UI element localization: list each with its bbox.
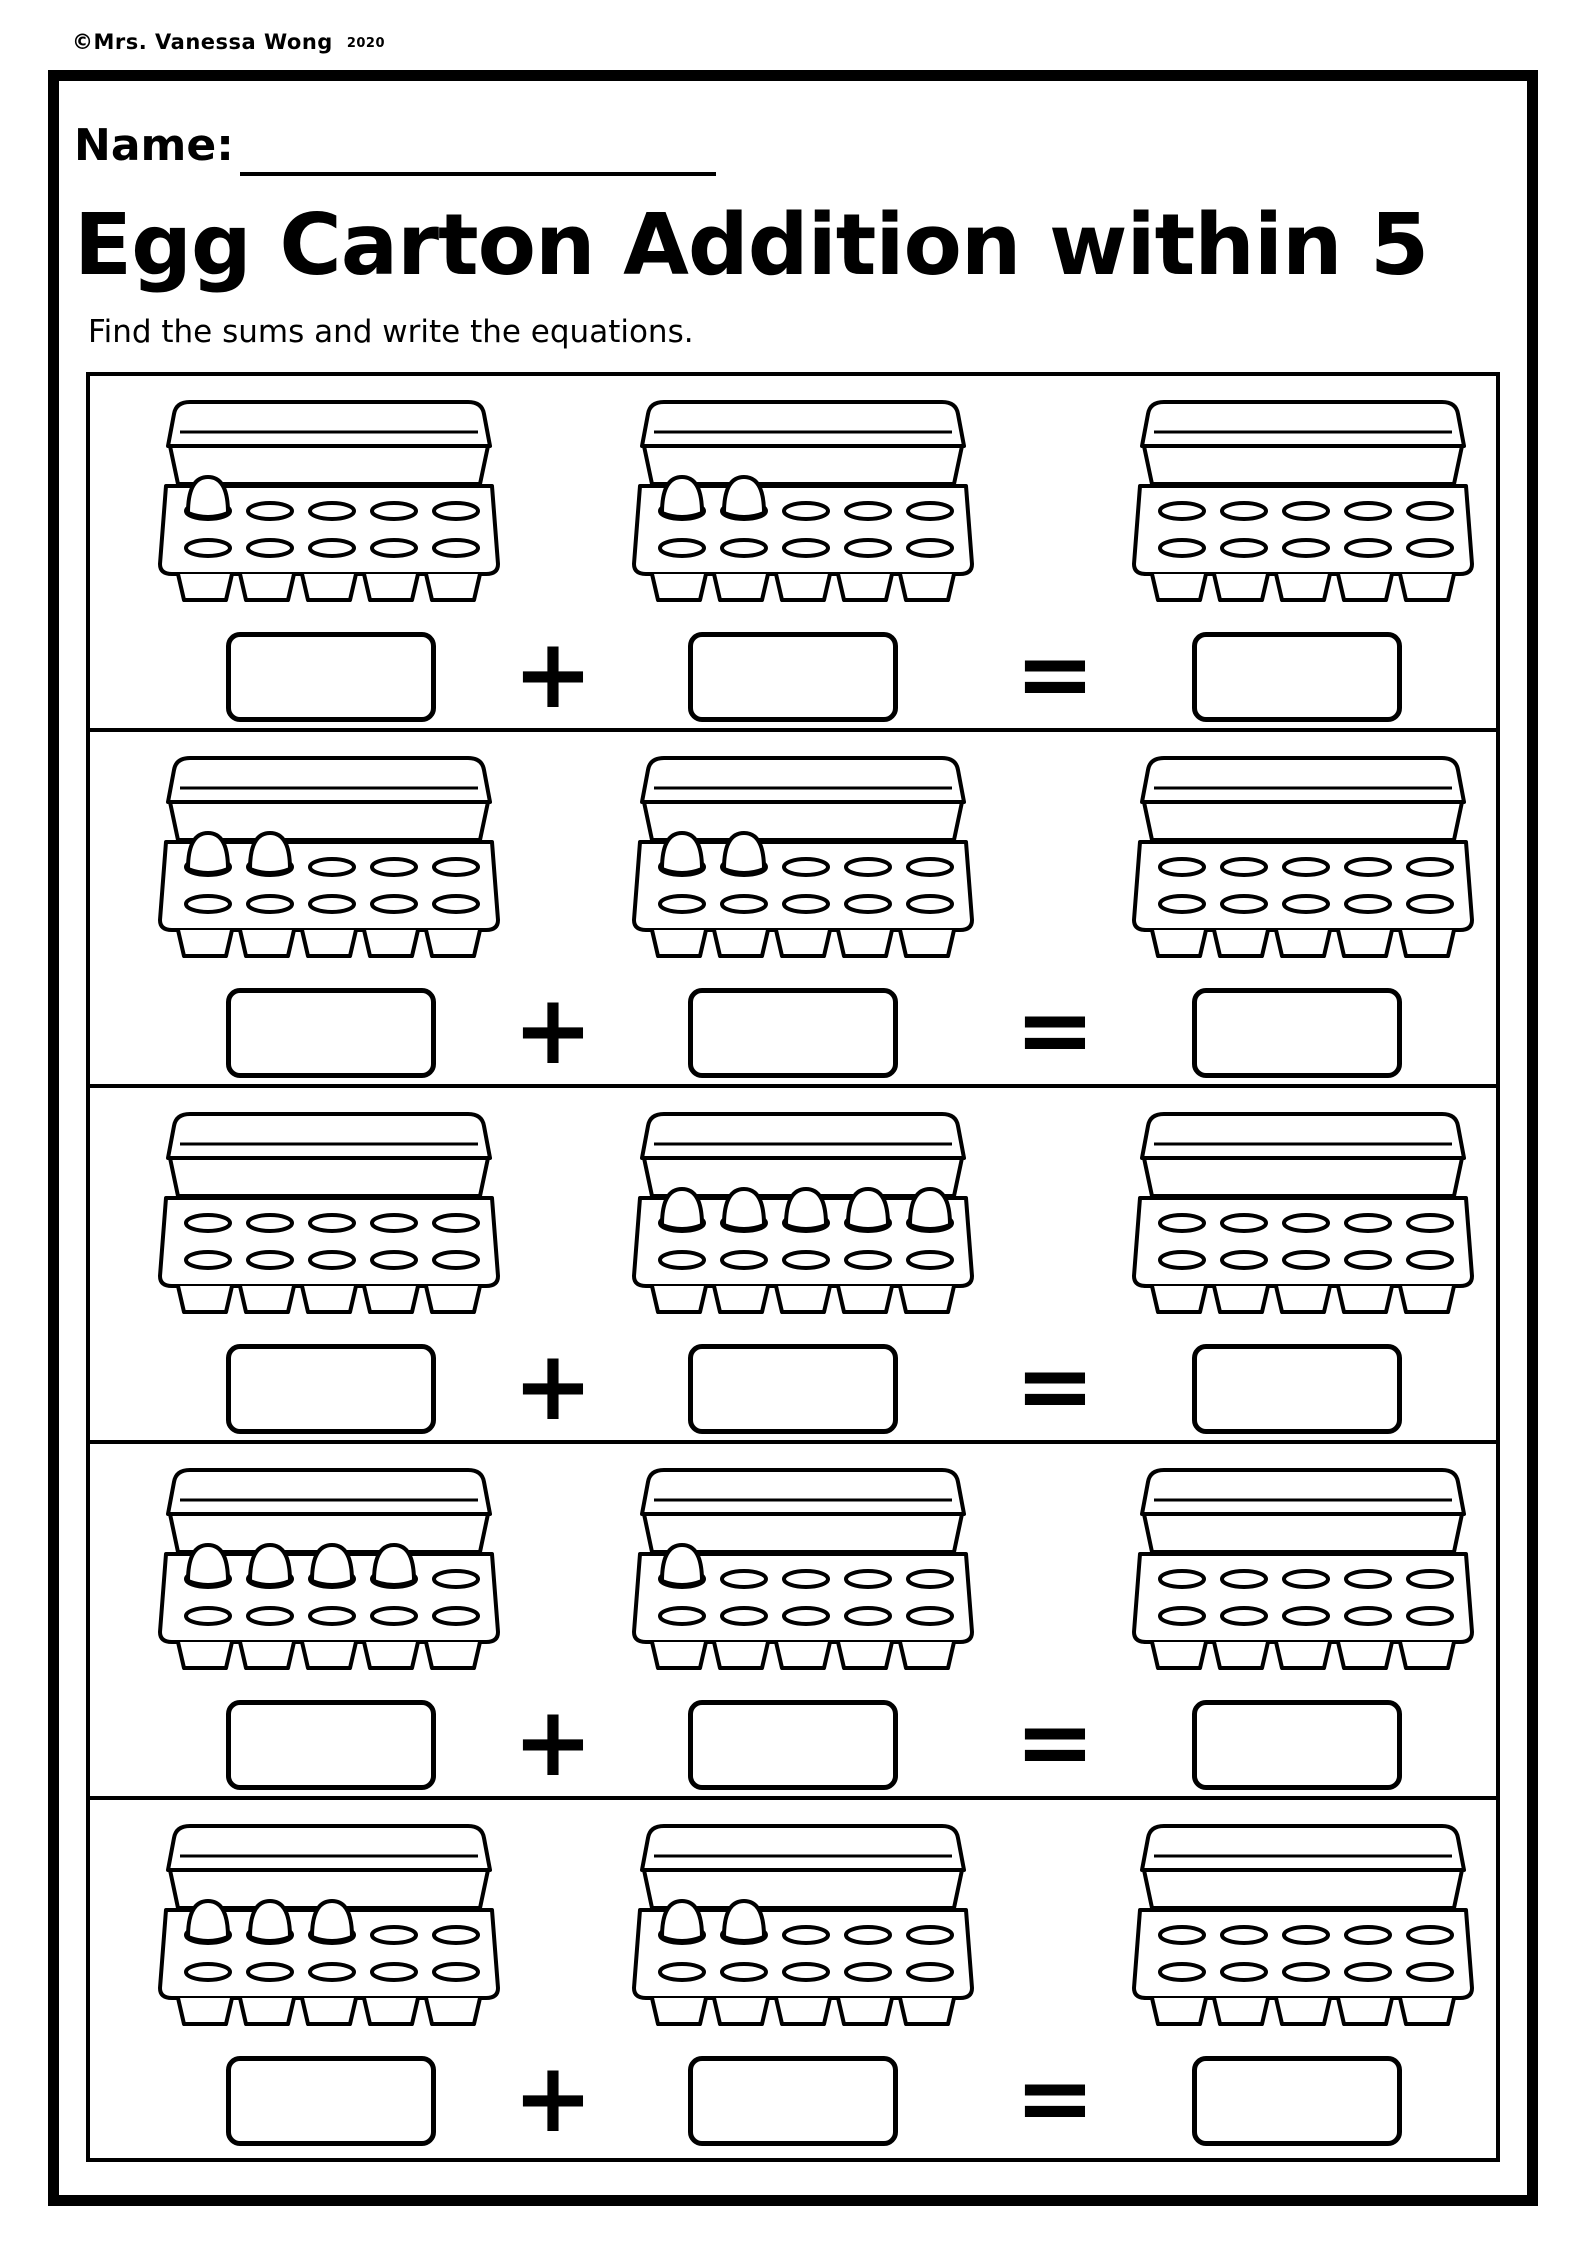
sum-box[interactable] xyxy=(1192,632,1402,722)
carton-cup xyxy=(364,574,418,600)
carton-hole xyxy=(784,859,828,875)
carton-cup xyxy=(1214,1286,1268,1312)
carton-hole xyxy=(1408,540,1452,556)
carton-cup xyxy=(1214,1998,1268,2024)
plus-sign: + xyxy=(512,618,594,730)
egg-icon xyxy=(848,1189,888,1229)
carton-hole xyxy=(310,503,354,519)
carton-hole xyxy=(1408,1215,1452,1231)
copyright-notice xyxy=(72,30,385,54)
carton-hole xyxy=(1346,540,1390,556)
egg-carton xyxy=(630,1820,976,2030)
carton-cup xyxy=(1400,1286,1454,1312)
carton-hole xyxy=(660,1608,704,1624)
carton-hole xyxy=(908,859,952,875)
egg-carton xyxy=(156,1108,502,1318)
carton-hole xyxy=(1160,540,1204,556)
carton-hole xyxy=(1160,859,1204,875)
carton-cup xyxy=(240,574,294,600)
carton-hole xyxy=(660,896,704,912)
carton-hole xyxy=(1222,1608,1266,1624)
egg-carton-icon xyxy=(156,1464,502,1674)
carton-hole xyxy=(846,1571,890,1587)
carton-hole xyxy=(722,1964,766,1980)
carton-hole xyxy=(310,896,354,912)
egg-icon xyxy=(662,477,702,517)
addend-1-box[interactable] xyxy=(226,1700,436,1790)
carton-hole xyxy=(310,1215,354,1231)
carton-cup xyxy=(652,1286,706,1312)
addend-2-box[interactable] xyxy=(688,632,898,722)
carton-hole xyxy=(248,1215,292,1231)
addend-2-box[interactable] xyxy=(688,988,898,1078)
carton-cup xyxy=(714,1998,768,2024)
carton-hole xyxy=(186,540,230,556)
carton-hole xyxy=(372,859,416,875)
carton-hole xyxy=(1222,1571,1266,1587)
carton-hole xyxy=(784,1571,828,1587)
carton-cup xyxy=(178,1642,232,1668)
carton-cup xyxy=(426,930,480,956)
sum-box[interactable] xyxy=(1192,1344,1402,1434)
egg-icon xyxy=(250,833,290,873)
carton-cup xyxy=(900,1286,954,1312)
carton-hole xyxy=(434,1964,478,1980)
carton-hole xyxy=(1284,503,1328,519)
carton-cup xyxy=(1400,930,1454,956)
carton-cup xyxy=(240,1998,294,2024)
carton-hole xyxy=(1284,896,1328,912)
carton-cup xyxy=(776,1286,830,1312)
carton-cup xyxy=(1338,1642,1392,1668)
egg-icon xyxy=(188,1901,228,1941)
egg-carton xyxy=(1130,1820,1476,2030)
egg-carton xyxy=(630,1464,976,1674)
egg-carton-icon xyxy=(156,396,502,606)
carton-cup xyxy=(1276,574,1330,600)
carton-hole xyxy=(434,1608,478,1624)
egg-icon xyxy=(724,1901,764,1941)
egg-carton xyxy=(156,752,502,962)
carton-cup xyxy=(838,1998,892,2024)
carton-hole xyxy=(310,1252,354,1268)
egg-carton xyxy=(1130,1108,1476,1318)
carton-hole xyxy=(784,540,828,556)
carton-hole xyxy=(1222,1927,1266,1943)
carton-hole xyxy=(846,1252,890,1268)
carton-cup xyxy=(178,930,232,956)
addend-1-box[interactable] xyxy=(226,632,436,722)
carton-cup xyxy=(900,574,954,600)
egg-icon xyxy=(662,833,702,873)
carton-hole xyxy=(908,1964,952,1980)
carton-hole xyxy=(1284,1215,1328,1231)
carton-hole xyxy=(186,1215,230,1231)
egg-icon xyxy=(250,1901,290,1941)
problem-row xyxy=(90,1088,1496,1444)
equals-sign: = xyxy=(1014,618,1096,730)
egg-carton xyxy=(1130,396,1476,606)
carton-hole xyxy=(784,896,828,912)
carton-hole xyxy=(248,540,292,556)
carton-cup xyxy=(426,1642,480,1668)
carton-hole xyxy=(660,1964,704,1980)
egg-icon xyxy=(374,1545,414,1585)
carton-cup xyxy=(1276,1642,1330,1668)
carton-hole xyxy=(186,896,230,912)
carton-cup xyxy=(652,930,706,956)
carton-cup xyxy=(1338,1998,1392,2024)
addend-2-box[interactable] xyxy=(688,2056,898,2146)
carton-cup xyxy=(1400,574,1454,600)
carton-hole xyxy=(846,1964,890,1980)
carton-cup xyxy=(714,574,768,600)
carton-cup xyxy=(302,1642,356,1668)
egg-carton-icon xyxy=(1130,1820,1476,2030)
carton-hole xyxy=(1222,503,1266,519)
instructions: Find the sums and write the equations. xyxy=(88,314,694,350)
carton-hole xyxy=(908,1571,952,1587)
carton-hole xyxy=(1346,1927,1390,1943)
carton-hole xyxy=(186,1608,230,1624)
name-label: Name: xyxy=(74,120,234,171)
carton-hole xyxy=(1346,1252,1390,1268)
egg-carton xyxy=(156,1820,502,2030)
carton-cup xyxy=(364,1998,418,2024)
problem-row xyxy=(90,376,1496,732)
carton-hole xyxy=(1222,859,1266,875)
egg-icon xyxy=(188,477,228,517)
carton-cup xyxy=(1338,574,1392,600)
carton-hole xyxy=(1222,540,1266,556)
carton-cup xyxy=(1276,1998,1330,2024)
carton-cup xyxy=(364,930,418,956)
carton-hole xyxy=(434,859,478,875)
worksheet-title: Egg Carton Addition within 5 xyxy=(74,196,1429,295)
carton-cup xyxy=(1400,1642,1454,1668)
carton-cup xyxy=(652,574,706,600)
carton-hole xyxy=(846,859,890,875)
plus-sign: + xyxy=(512,1686,594,1798)
problem-grid xyxy=(86,372,1500,2162)
carton-hole xyxy=(846,1608,890,1624)
carton-cup xyxy=(364,1642,418,1668)
carton-hole xyxy=(248,896,292,912)
carton-hole xyxy=(1284,1608,1328,1624)
carton-cup xyxy=(426,1286,480,1312)
plus-sign: + xyxy=(512,974,594,1086)
egg-carton xyxy=(1130,752,1476,962)
sum-box[interactable] xyxy=(1192,2056,1402,2146)
equals-sign: = xyxy=(1014,1686,1096,1798)
carton-hole xyxy=(1222,896,1266,912)
egg-carton xyxy=(1130,1464,1476,1674)
egg-carton-icon xyxy=(630,1108,976,1318)
egg-icon xyxy=(724,477,764,517)
carton-hole xyxy=(908,1927,952,1943)
egg-carton-icon xyxy=(630,1464,976,1674)
carton-hole xyxy=(1284,1964,1328,1980)
carton-cup xyxy=(302,1998,356,2024)
plus-sign: + xyxy=(512,2042,594,2154)
carton-hole xyxy=(1160,1964,1204,1980)
carton-hole xyxy=(1408,1252,1452,1268)
carton-hole xyxy=(846,540,890,556)
carton-hole xyxy=(434,1571,478,1587)
carton-hole xyxy=(186,1252,230,1268)
copyright-year: 2020 xyxy=(346,35,386,51)
carton-cup xyxy=(776,1998,830,2024)
egg-icon xyxy=(662,1545,702,1585)
carton-cup xyxy=(1214,574,1268,600)
carton-hole xyxy=(784,1608,828,1624)
carton-cup xyxy=(1338,930,1392,956)
carton-hole xyxy=(434,1927,478,1943)
carton-cup xyxy=(1276,930,1330,956)
problem-row xyxy=(90,732,1496,1088)
carton-hole xyxy=(1284,859,1328,875)
problem-row xyxy=(90,1800,1496,2158)
egg-carton-icon xyxy=(1130,1464,1476,1674)
carton-cup xyxy=(1152,1642,1206,1668)
carton-hole xyxy=(908,540,952,556)
carton-cup xyxy=(652,1998,706,2024)
carton-hole xyxy=(1346,503,1390,519)
carton-hole xyxy=(1346,859,1390,875)
carton-hole xyxy=(1222,1215,1266,1231)
carton-hole xyxy=(908,503,952,519)
carton-cup xyxy=(776,574,830,600)
egg-carton xyxy=(156,1464,502,1674)
carton-hole xyxy=(660,540,704,556)
carton-hole xyxy=(1408,503,1452,519)
carton-hole xyxy=(248,1252,292,1268)
carton-cup xyxy=(900,930,954,956)
carton-hole xyxy=(372,1608,416,1624)
carton-hole xyxy=(846,503,890,519)
sum-box[interactable] xyxy=(1192,1700,1402,1790)
carton-hole xyxy=(434,503,478,519)
carton-hole xyxy=(1408,896,1452,912)
carton-cup xyxy=(240,1642,294,1668)
sum-box[interactable] xyxy=(1192,988,1402,1078)
carton-cup xyxy=(776,930,830,956)
carton-cup xyxy=(302,574,356,600)
egg-icon xyxy=(724,833,764,873)
egg-carton xyxy=(630,752,976,962)
plus-sign: + xyxy=(512,1330,594,1442)
carton-cup xyxy=(1400,1998,1454,2024)
carton-cup xyxy=(900,1642,954,1668)
carton-hole xyxy=(1346,1571,1390,1587)
carton-cup xyxy=(302,1286,356,1312)
carton-hole xyxy=(846,1927,890,1943)
carton-hole xyxy=(722,1252,766,1268)
carton-cup xyxy=(900,1998,954,2024)
addend-1-box[interactable] xyxy=(226,2056,436,2146)
equals-sign: = xyxy=(1014,1330,1096,1442)
carton-hole xyxy=(372,1215,416,1231)
egg-icon xyxy=(786,1189,826,1229)
egg-carton-icon xyxy=(156,1108,502,1318)
carton-hole xyxy=(784,1964,828,1980)
carton-hole xyxy=(1160,1215,1204,1231)
carton-hole xyxy=(1346,1608,1390,1624)
carton-cup xyxy=(178,574,232,600)
carton-hole xyxy=(434,540,478,556)
egg-icon xyxy=(662,1189,702,1229)
carton-hole xyxy=(1346,1964,1390,1980)
carton-hole xyxy=(1284,540,1328,556)
carton-hole xyxy=(1222,1252,1266,1268)
carton-cup xyxy=(838,574,892,600)
carton-cup xyxy=(1338,1286,1392,1312)
equals-sign: = xyxy=(1014,974,1096,1086)
carton-cup xyxy=(302,930,356,956)
carton-hole xyxy=(372,1927,416,1943)
carton-cup xyxy=(1152,574,1206,600)
carton-hole xyxy=(722,1608,766,1624)
carton-cup xyxy=(426,1998,480,2024)
carton-hole xyxy=(372,1964,416,1980)
addend-2-box[interactable] xyxy=(688,1344,898,1434)
carton-hole xyxy=(1160,1252,1204,1268)
egg-icon xyxy=(250,1545,290,1585)
carton-hole xyxy=(1160,1571,1204,1587)
carton-cup xyxy=(1276,1286,1330,1312)
carton-cup xyxy=(1214,1642,1268,1668)
egg-carton-icon xyxy=(156,752,502,962)
carton-cup xyxy=(1152,1286,1206,1312)
egg-icon xyxy=(188,1545,228,1585)
carton-cup xyxy=(426,574,480,600)
egg-carton-icon xyxy=(630,396,976,606)
carton-cup xyxy=(652,1642,706,1668)
carton-hole xyxy=(908,1252,952,1268)
copyright-author: ©Mrs. Vanessa Wong xyxy=(72,30,333,54)
egg-carton-icon xyxy=(1130,752,1476,962)
carton-hole xyxy=(372,503,416,519)
egg-carton xyxy=(156,396,502,606)
egg-icon xyxy=(662,1901,702,1941)
carton-cup xyxy=(240,1286,294,1312)
carton-cup xyxy=(1152,1998,1206,2024)
carton-cup xyxy=(714,1286,768,1312)
egg-carton-icon xyxy=(1130,396,1476,606)
carton-hole xyxy=(846,896,890,912)
carton-hole xyxy=(1408,1571,1452,1587)
carton-cup xyxy=(240,930,294,956)
carton-hole xyxy=(434,1252,478,1268)
carton-hole xyxy=(310,540,354,556)
carton-hole xyxy=(248,1608,292,1624)
addend-2-box[interactable] xyxy=(688,1700,898,1790)
carton-hole xyxy=(1160,896,1204,912)
carton-hole xyxy=(660,1252,704,1268)
equals-sign: = xyxy=(1014,2042,1096,2154)
addend-1-box[interactable] xyxy=(226,1344,436,1434)
carton-hole xyxy=(372,1252,416,1268)
carton-hole xyxy=(722,896,766,912)
carton-hole xyxy=(310,859,354,875)
carton-hole xyxy=(1160,503,1204,519)
carton-cup xyxy=(714,930,768,956)
carton-cup xyxy=(838,1642,892,1668)
carton-hole xyxy=(1160,1608,1204,1624)
carton-cup xyxy=(1152,930,1206,956)
egg-carton xyxy=(630,1108,976,1318)
carton-cup xyxy=(776,1642,830,1668)
carton-hole xyxy=(1408,1964,1452,1980)
egg-carton-icon xyxy=(156,1820,502,2030)
egg-carton-icon xyxy=(630,1820,976,2030)
egg-carton-icon xyxy=(630,752,976,962)
carton-hole xyxy=(434,896,478,912)
carton-hole xyxy=(784,503,828,519)
egg-carton xyxy=(630,396,976,606)
carton-cup xyxy=(1214,930,1268,956)
carton-hole xyxy=(722,540,766,556)
egg-icon xyxy=(312,1901,352,1941)
egg-icon xyxy=(724,1189,764,1229)
carton-hole xyxy=(1284,1252,1328,1268)
carton-hole xyxy=(248,503,292,519)
egg-icon xyxy=(188,833,228,873)
carton-hole xyxy=(310,1964,354,1980)
carton-hole xyxy=(908,1608,952,1624)
carton-hole xyxy=(784,1927,828,1943)
egg-icon xyxy=(312,1545,352,1585)
carton-hole xyxy=(1346,896,1390,912)
carton-cup xyxy=(714,1642,768,1668)
carton-hole xyxy=(248,1964,292,1980)
carton-cup xyxy=(178,1286,232,1312)
egg-icon xyxy=(910,1189,950,1229)
carton-hole xyxy=(1346,1215,1390,1231)
carton-hole xyxy=(1160,1927,1204,1943)
carton-hole xyxy=(434,1215,478,1231)
carton-hole xyxy=(1222,1964,1266,1980)
carton-cup xyxy=(364,1286,418,1312)
carton-hole xyxy=(372,540,416,556)
carton-cup xyxy=(838,1286,892,1312)
carton-hole xyxy=(1284,1571,1328,1587)
egg-carton-icon xyxy=(1130,1108,1476,1318)
carton-cup xyxy=(838,930,892,956)
carton-hole xyxy=(372,896,416,912)
addend-1-box[interactable] xyxy=(226,988,436,1078)
name-line[interactable] xyxy=(240,172,716,176)
carton-hole xyxy=(186,1964,230,1980)
problem-row xyxy=(90,1444,1496,1800)
carton-hole xyxy=(908,896,952,912)
carton-hole xyxy=(722,1571,766,1587)
carton-hole xyxy=(1284,1927,1328,1943)
carton-hole xyxy=(310,1608,354,1624)
carton-cup xyxy=(178,1998,232,2024)
carton-hole xyxy=(1408,1608,1452,1624)
carton-hole xyxy=(1408,1927,1452,1943)
carton-hole xyxy=(784,1252,828,1268)
carton-hole xyxy=(1408,859,1452,875)
